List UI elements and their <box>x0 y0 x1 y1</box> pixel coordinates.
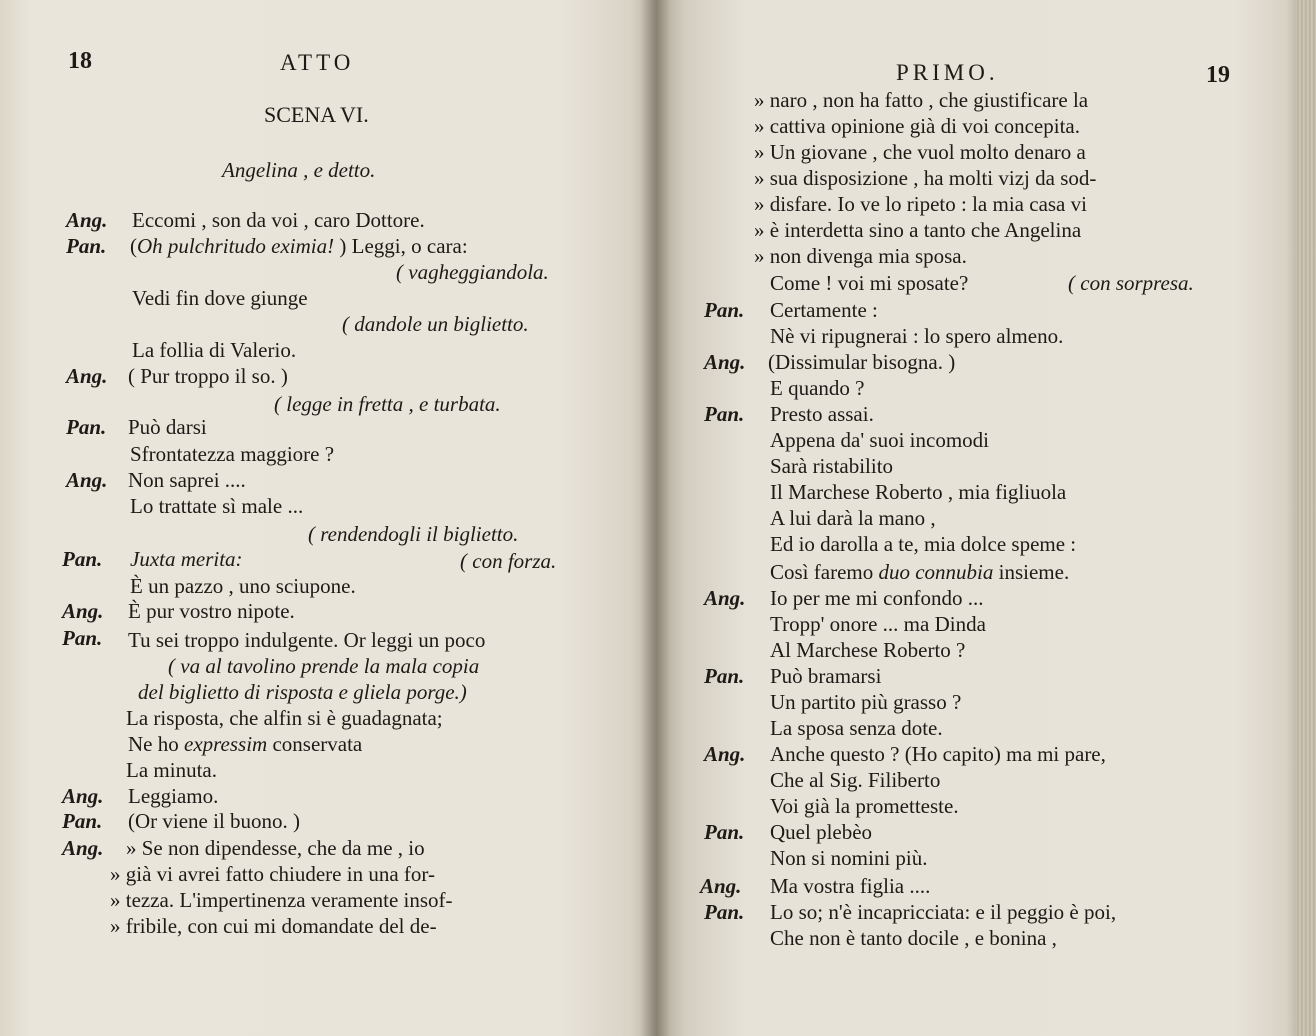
page-edges <box>1296 0 1316 1036</box>
latin-phrase: duo connubia <box>878 560 994 584</box>
verse-line: Non saprei .... <box>128 468 246 492</box>
speaker-label: Pan. <box>704 820 745 844</box>
speaker-label: Pan. <box>66 415 107 439</box>
verse-line: Quel plebèo <box>770 820 873 844</box>
verse-line: Lo trattate sì male ... <box>130 494 304 518</box>
verse-line: E quando ? <box>770 376 865 400</box>
verse-line: Vedi fin dove giunge <box>132 286 308 310</box>
verse-line: Tropp' onore ... ma Dinda <box>770 612 986 636</box>
verse-line: La follia di Valerio. <box>132 338 297 362</box>
speaker-label: Pan. <box>62 547 103 571</box>
verse-rest: insieme. <box>993 560 1070 584</box>
left-page <box>0 0 656 1036</box>
verse-pre: Ne ho <box>128 732 184 756</box>
speaker-label: Pan. <box>704 298 745 322</box>
verse-line: (Dissimular bisogna. ) <box>768 350 956 374</box>
verse-line: Che non è tanto docile , e bonina , <box>770 926 1057 950</box>
page-number: 18 <box>68 48 92 74</box>
latin-phrase: expressim <box>184 732 268 756</box>
verse-line: Appena da' suoi incomodi <box>770 428 989 452</box>
verse-line: » sua disposizione , ha molti vizj da sod- <box>754 166 1097 190</box>
verse-line: » non divenga mia sposa. <box>754 244 967 268</box>
running-head: PRIMO. <box>896 60 999 85</box>
verse-line: Sarà ristabilito <box>770 454 894 478</box>
verse-line <box>130 233 468 259</box>
verse-line: Ed io darolla a te, mia dolce speme : <box>770 532 1077 556</box>
verse-line: Voi già la prometteste. <box>770 794 959 818</box>
verse-line: Può bramarsi <box>770 664 882 688</box>
scene-persons: Angelina , e detto. <box>222 158 376 182</box>
verse-line: » disfare. Io ve lo ripeto : la mia casa vi <box>754 192 1087 216</box>
speaker-label: Pan. <box>62 809 103 833</box>
verse-line: » Se non dipendesse, che da me , io <box>126 836 425 860</box>
stage-direction: ( con forza. <box>460 549 557 573</box>
verse-line: » naro , non ha fatto , che giustificare la <box>754 88 1089 112</box>
stage-direction: ( va al tavolino prende la mala copia <box>168 654 480 678</box>
verse-line <box>770 559 1069 585</box>
verse-line: Presto assai. <box>770 402 874 426</box>
verse-line: Eccomi , son da voi , caro Dottore. <box>132 208 425 232</box>
verse-line: È un pazzo , uno sciupone. <box>130 574 356 598</box>
verse-line: » già vi avrei fatto chiudere in una for- <box>110 862 435 886</box>
verse-line: Nè vi ripugnerai : lo spero almeno. <box>770 324 1064 348</box>
verse-line: Sfrontatezza maggiore ? <box>130 442 335 466</box>
verse-line: Ma vostra figlia .... <box>770 874 931 898</box>
verse-rest: ) Leggi, o cara: <box>334 234 468 258</box>
verse-line: ( Pur troppo il so. ) <box>128 364 288 388</box>
verse-line: La minuta. <box>126 758 217 782</box>
stage-direction: ( dandole un biglietto. <box>342 312 529 336</box>
speaker-label: Pan. <box>66 234 107 258</box>
verse-line: Non si nomini più. <box>770 846 928 870</box>
verse-line: Come ! voi mi sposate? <box>770 271 969 295</box>
scene-title: SCENA VI. <box>264 102 369 127</box>
running-head: ATTO <box>280 50 355 75</box>
verse-line: Leggiamo. <box>128 784 219 808</box>
verse-line: La sposa senza dote. <box>770 716 943 740</box>
verse-line: Anche questo ? (Ho capito) ma mi pare, <box>770 742 1106 766</box>
page-number: 19 <box>1206 62 1230 88</box>
verse-line <box>128 731 362 757</box>
verse-line: Al Marchese Roberto ? <box>770 638 966 662</box>
speaker-label: Pan. <box>62 626 103 650</box>
verse-line: Un partito più grasso ? <box>770 690 962 714</box>
verse-pre: ( <box>130 234 137 258</box>
speaker-label: Ang. <box>700 874 742 898</box>
speaker-label: Ang. <box>62 836 104 860</box>
verse-line: » fribile, con cui mi domandate del de- <box>110 914 437 938</box>
speaker-label: Ang. <box>704 586 746 610</box>
verse-line: (Or viene il buono. ) <box>128 809 301 833</box>
speaker-label: Pan. <box>704 664 745 688</box>
verse-line: La risposta, che alfin si è guadagnata; <box>126 706 443 730</box>
verse-line: » cattiva opinione già di voi concepita. <box>754 114 1080 138</box>
verse-line: » è interdetta sino a tanto che Angelina <box>754 218 1082 242</box>
speaker-label: Pan. <box>704 900 745 924</box>
speaker-label: Pan. <box>704 402 745 426</box>
stage-direction: ( legge in fretta , e turbata. <box>274 392 501 416</box>
right-page <box>656 0 1296 1036</box>
stage-direction: ( con sorpresa. <box>1068 271 1194 295</box>
verse-line: Può darsi <box>128 415 207 439</box>
verse-line: È pur vostro nipote. <box>128 599 295 623</box>
verse-line: Tu sei troppo indulgente. Or leggi un poco <box>128 628 486 652</box>
verse-line: » tezza. L'impertinenza veramente insof- <box>110 888 453 912</box>
speaker-label: Ang. <box>62 784 104 808</box>
verse-line: » Un giovane , che vuol molto denaro a <box>754 140 1086 164</box>
verse-line: Che al Sig. Filiberto <box>770 768 941 792</box>
verse-line: Certamente : <box>770 298 878 322</box>
stage-direction: ( vagheggiandola. <box>396 260 549 284</box>
verse-line: Io per me mi confondo ... <box>770 586 984 610</box>
verse-line: A lui darà la mano , <box>770 506 936 530</box>
speaker-label: Ang. <box>704 350 746 374</box>
verse-pre: Così faremo <box>770 560 879 584</box>
speaker-label: Ang. <box>66 468 108 492</box>
latin-phrase: Oh pulchritudo eximia! <box>137 234 335 258</box>
speaker-label: Ang. <box>66 208 108 232</box>
stage-direction: ( rendendogli il biglietto. <box>308 522 519 546</box>
book-gutter <box>640 0 670 1036</box>
stage-direction: del biglietto di risposta e gliela porge.) <box>138 680 467 704</box>
verse-line: Il Marchese Roberto , mia figliuola <box>770 480 1067 504</box>
speaker-label: Ang. <box>66 364 108 388</box>
verse-line: Lo so; n'è incapricciata: e il peggio è poi, <box>770 900 1117 924</box>
verse-rest: conservata <box>267 732 363 756</box>
speaker-label: Ang. <box>62 599 104 623</box>
speaker-label: Ang. <box>704 742 746 766</box>
latin-phrase: Juxta merita: <box>130 547 243 571</box>
